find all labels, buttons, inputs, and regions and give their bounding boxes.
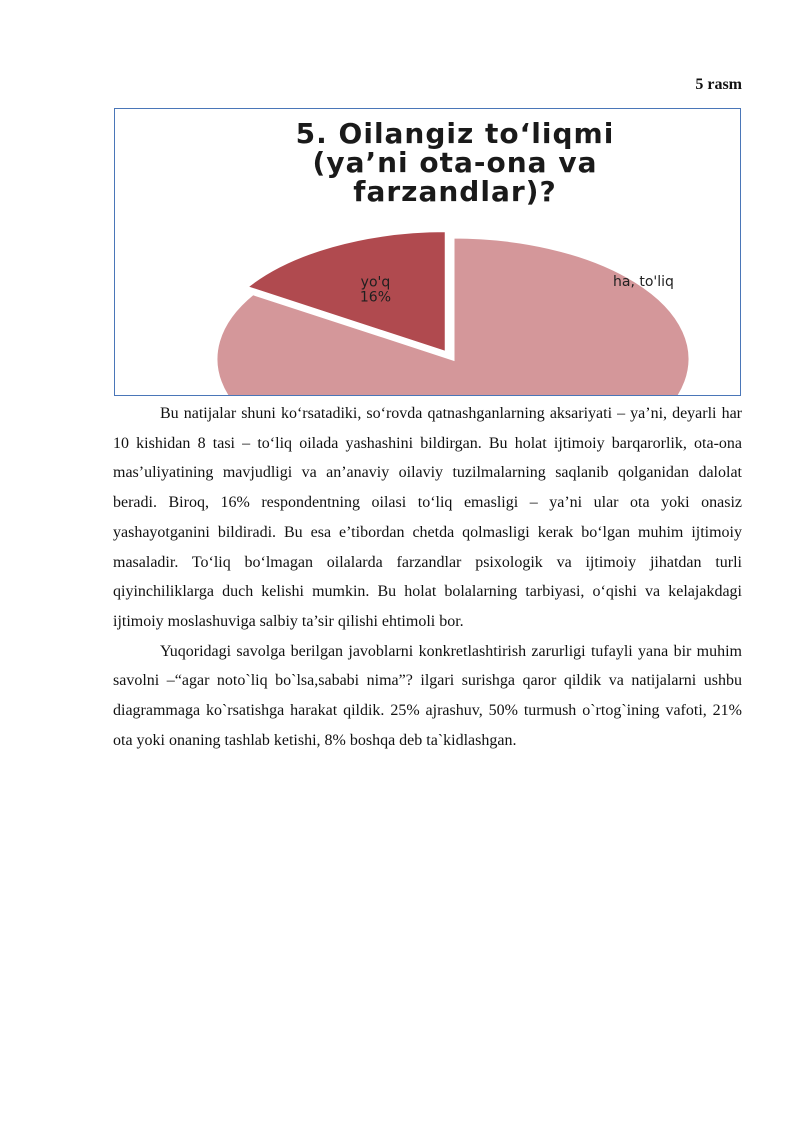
paragraph-2: Yuqoridagi savolga berilgan javoblarni konkretlashtirish zarurligi tufayli yana bir muhim savolni –“agar noto`liq bo`lsa,sababi nima”? ilgari surishga qaror qildik va natijalarni ushbu diagrammaga ko`rsatishga harakat qildik. 25% ajrashuv, 50% turmush o`rtog`ining vafoti, 21% ota yoki onaning tashlab ketishi, 8% boshqa deb ta`kidlashgan.	[113, 642, 742, 749]
paragraph-1: Bu natijalar shuni ko‘rsatadiki, so‘rovda qatnashganlarning aksariyati – ya’ni, deyarli har 10 kishidan 8 tasi – to‘liq oilada yashashini bildirgan. Bu holat ijtimoiy barqarorlik, ota-ona mas’uliyatining mavjudligi va an’anaviy oilaviy tuzilmalarning saqlanib qolganidan dalolat beradi. Biroq, 16% respondentning oilasi to‘liq emasligi – ya’ni ular ota yoki onasiz yashayotganini bildiradi. Bu esa e’tibordan chetda qolmasligi kerak bo‘lgan muhim ijtimoiy masaladir. To‘liq bo‘lmagan oilalarda farzandlar psixologik va ijtimoiy jihatdan turli qiyinchiliklarga duch kelishi mumkin. Bu holat bolalarning tarbiyasi, o‘qishi va kelajakdagi ijtimoiy moslashuviga salbiy ta’sir qilishi ehtimoli bor.	[113, 405, 742, 630]
body-text	[113, 399, 742, 755]
slice-category-label-1: yo'q	[360, 274, 391, 291]
pie-chart	[114, 108, 741, 396]
legend-entry: ha, to'liq	[613, 274, 674, 290]
chart-title: 5. Oilangiz to‘liqmi (ya’ni ota-ona va farzandlar)?	[295, 117, 615, 208]
slice-value-label-1: 16%	[359, 289, 392, 306]
figure-label: 5 rasm	[695, 76, 742, 93]
